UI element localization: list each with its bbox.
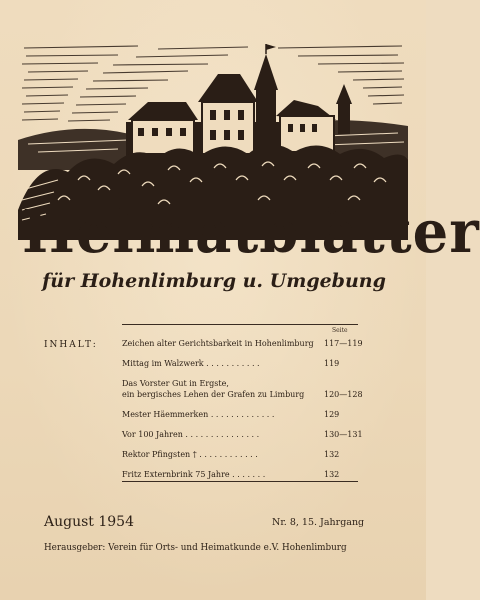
toc-item-pages: 119 xyxy=(324,359,340,368)
table-of-contents xyxy=(122,338,362,480)
toc-item-pages: 120—128 xyxy=(324,390,363,399)
toc-item xyxy=(122,429,362,440)
toc-bottom-rule xyxy=(122,481,358,482)
masthead-subtitle: für Hohenlimburg u. Umgebung xyxy=(42,270,386,292)
issue-date: August 1954 xyxy=(44,514,134,530)
toc-item xyxy=(122,378,362,400)
toc-item-pages: 132 xyxy=(324,450,340,459)
toc-top-rule xyxy=(122,324,358,325)
toc-item-pages: 132 xyxy=(324,470,340,479)
toc-item xyxy=(122,358,362,369)
toc-item-title: Fritz Externbrink 75 Jahre . . . . . . . xyxy=(122,470,266,479)
toc-item-title: Vor 100 Jahren . . . . . . . . . . . . . . . xyxy=(122,430,260,439)
toc-item-title: Das Vorster Gut in Ergste, xyxy=(122,379,229,388)
toc-label: INHALT: xyxy=(44,340,98,350)
toc-item xyxy=(122,409,362,420)
toc-item-title-continued: ein bergisches Lehen der Grafen zu Limburg xyxy=(122,390,305,399)
toc-item xyxy=(122,469,362,480)
toc-item xyxy=(122,449,362,460)
publisher-line: Herausgeber: Verein für Orts- und Heimatkunde e.V. Hohenlimburg xyxy=(44,543,347,553)
toc-item-title: Rektor Pfingsten † . . . . . . . . . . . . xyxy=(122,450,258,459)
toc-item-pages: 129 xyxy=(324,410,340,419)
toc-item-pages: 130—131 xyxy=(324,430,363,439)
toc-item-title: Zeichen alter Gerichtsbarkeit in Hohenlimburg xyxy=(122,339,314,348)
toc-item xyxy=(122,338,362,349)
toc-item-title: Mester Häemmerken . . . . . . . . . . . . . xyxy=(122,410,275,419)
toc-page-header: Seite xyxy=(332,327,348,334)
toc-item-title: Mittag im Walzwerk . . . . . . . . . . . xyxy=(122,359,260,368)
toc-item-pages: 117—119 xyxy=(324,339,363,348)
masthead-title: Heimatblätter xyxy=(22,197,480,267)
issue-number: Nr. 8, 15. Jahrgang xyxy=(272,517,365,528)
